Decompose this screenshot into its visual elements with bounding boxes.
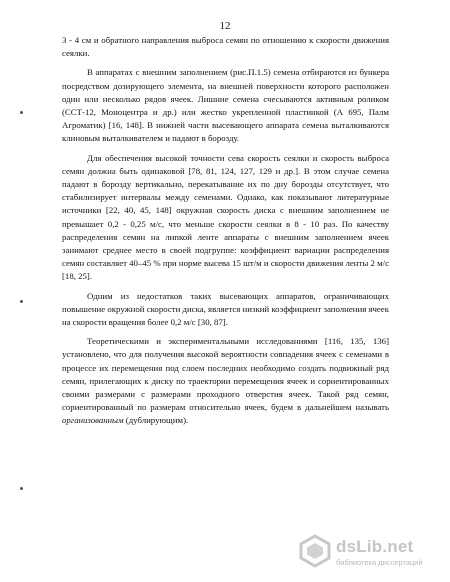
paragraph-text: (дублирующим).: [123, 415, 189, 426]
paragraph: [62, 335, 389, 427]
watermark-tagline: библиотека диссертаций: [336, 558, 423, 567]
paragraph: Для обеспечения высокой точности сева скорость сеялки и скорость выброса семян должна быть одинаковой [78, 81, 124, 127, 129 и др.]. В этом случае семена падают в борозду вертикально, перекатывание их по дну борозды отсутствует, что стабилизирует интервалы между семенами. Однако, как показывают литературные источники [22, 40, 45, 148] окружная скорость диска с внешним заполнением не превышает 0,2 - 0,25 м/с, что меньше скорости сеялки в 8 - 10 раз. По качеству распределения семян на липкой ленте аппараты с внешним заполнением ячеек занимают среднее место в своей подгруппе: коэффициент вариации распределения семян составляет 40–45 % при норме высева 15 шт/м и скорости движения ленты 2 м/с [18, 25].: [62, 152, 389, 282]
emphasized-term: организованным: [62, 415, 124, 426]
dslib-logo-icon: [298, 534, 332, 568]
paragraph: В аппаратах с внешним заполнением (рис.П.1.5) семена отбираются из бункера посредством дозирующего элемента, на внешней поверхности которого расположен один или несколько рядов ячеек. Лишние семена счесываются активным роликом (ССТ-12, Моноцентра и др.) или жестко укрепленной пластинкой (А 695, Палм Агроматик) [16, 148]. В нижней части высевающего аппарата семена выталкиваются клиновым выталкивателем и падают в борозду.: [62, 67, 389, 144]
margin-mark: [20, 111, 23, 114]
margin-mark: [20, 487, 23, 490]
paragraph: Одним из недостатков таких высевающих аппаратов, ограничивающих повышение окружной скорости диска, является низкий коэффициент заполнения ячеек на скорости вращения более 0,2 м/с [30, 87].: [62, 290, 389, 328]
watermark: [298, 534, 438, 574]
document-body: [62, 34, 389, 431]
paragraph-text: Теоретическими и экспериментальными исследованиями [116, 135, 136] установлено, что для получения высокой вероятности совпадения ячеек с семенами в процессе их перемещения под слоем последних необходимо создать подвижный ряд семян, прилегающих к диску по траектории перемещения ячеек и сориентированных своими размерами с размерами проходного отверстия ячеек. Такой ряд семян, сориентированный по размерам относительно ячеек, будем в дальнейшем называть: [62, 336, 389, 413]
paragraph: 3 - 4 см и обратного направления выброса семян по отношению к скорости движения сеялки.: [62, 35, 389, 59]
page-number: 12: [219, 20, 231, 32]
watermark-brand: dsLib.net: [336, 537, 414, 556]
margin-mark: [20, 300, 23, 303]
